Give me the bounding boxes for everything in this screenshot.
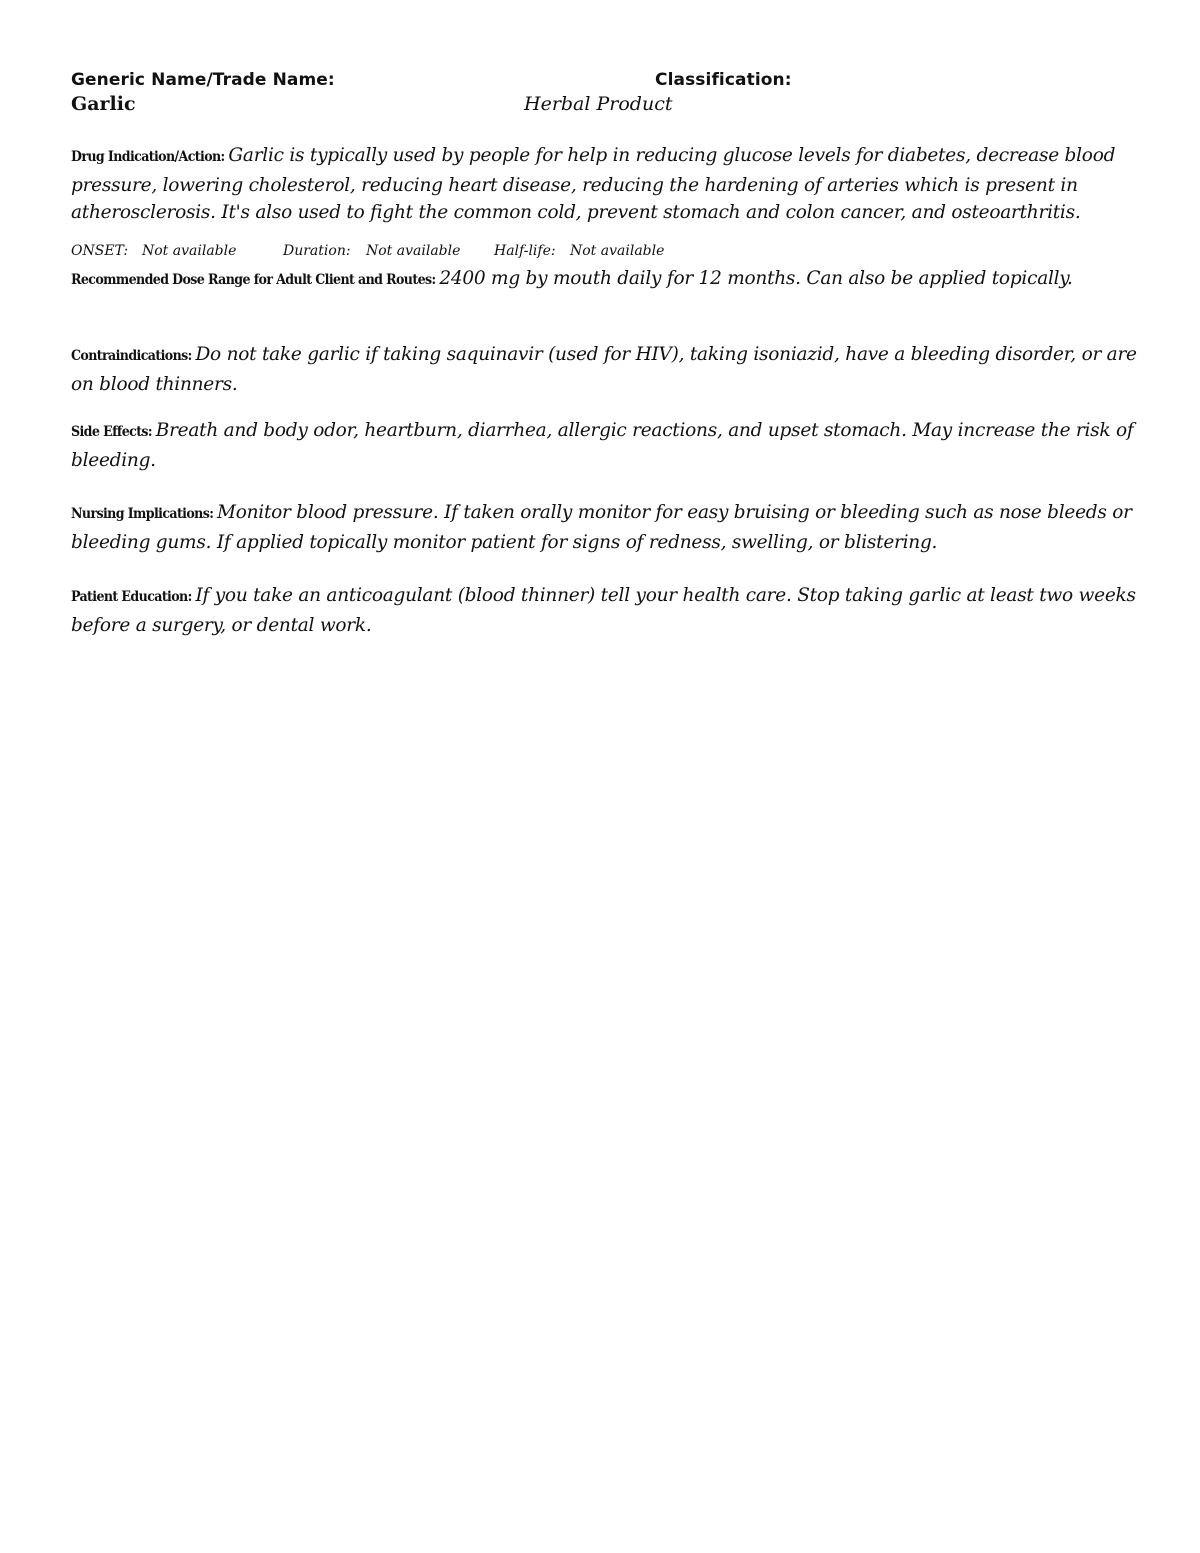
education-text: If you take an anticoagulant (blood thinner) tell your health care. Stop taking garlic at least two weeks before a surgery, or dental work. xyxy=(71,585,1136,636)
duration-label: Duration: xyxy=(283,243,351,259)
side-effects-label: Side Effects: xyxy=(71,424,156,440)
classification-value: Herbal Product xyxy=(524,93,673,115)
onset-label: ONSET: xyxy=(71,243,129,259)
nursing-label: Nursing Implications: xyxy=(71,506,218,522)
generic-name-value: Garlic xyxy=(71,93,136,115)
duration-value: Not available xyxy=(366,243,461,259)
halflife-label: Half-life: xyxy=(494,243,556,259)
education-section xyxy=(71,582,1141,639)
dose-text: 2400 mg by mouth daily for 12 months. Can also be applied topically. xyxy=(439,268,1073,289)
dose-label: Recommended Dose Range for Adult Client and Routes: xyxy=(71,272,440,288)
education-label: Patient Education: xyxy=(71,589,196,605)
onset-value: Not available xyxy=(142,243,237,259)
contraindications-text: Do not take garlic if taking saquinavir (used for HIV), taking isoniazid, have a bleeding disorder, or are on blood thinners. xyxy=(71,344,1137,395)
contraindications-section xyxy=(71,341,1141,398)
side-effects-text: Breath and body odor, heartburn, diarrhea, allergic reactions, and upset stomach. May increase the risk of bleeding. xyxy=(71,420,1134,471)
side-effects-section xyxy=(71,417,1141,474)
contraindications-label: Contraindications: xyxy=(71,348,196,364)
halflife-value: Not available xyxy=(570,243,665,259)
dose-section xyxy=(71,265,1141,295)
indication-section xyxy=(71,142,1141,227)
indication-label: Drug Indication/Action: xyxy=(71,149,229,165)
classification-label: Classification: xyxy=(655,70,792,90)
nursing-section xyxy=(71,499,1141,556)
indication-text: Garlic is typically used by people for help in reducing glucose levels for diabetes, decrease blood pressure, lowering cholesterol, reducing heart disease, reducing the hardening of arteries which is present in atherosclerosis. It's also used to fight the common cold, prevent stomach and colon cancer, and osteoarthritis. xyxy=(71,145,1116,223)
nursing-text: Monitor blood pressure. If taken orally monitor for easy bruising or bleeding such as nose bleeds or bleeding gums. If applied topically monitor patient for signs of redness, swelling, or blistering. xyxy=(71,502,1132,553)
generic-name-label: Generic Name/Trade Name: xyxy=(71,70,335,90)
